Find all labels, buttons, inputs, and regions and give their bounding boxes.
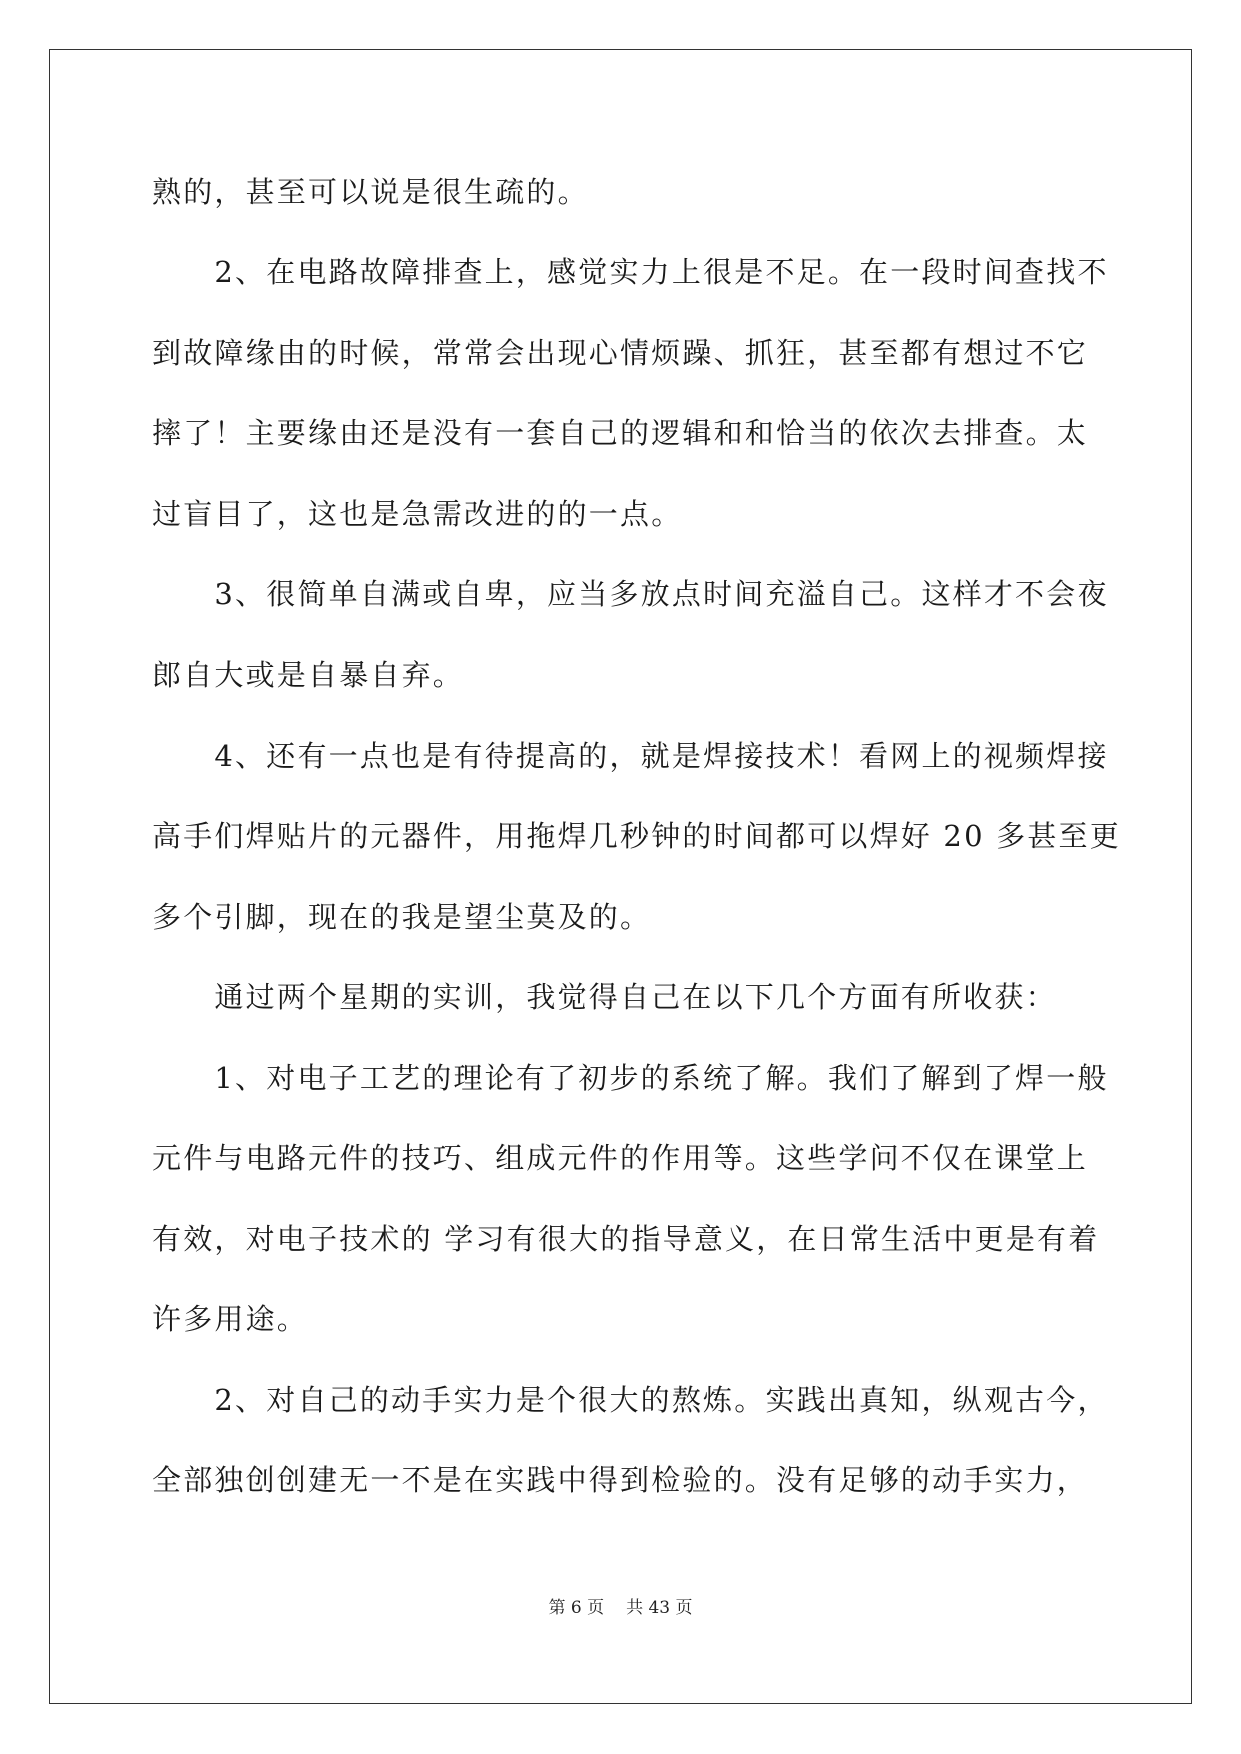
page-number: 第 6 页: [548, 1598, 605, 1618]
text-line: 多个引脚，现在的我是望尘莫及的。: [152, 900, 652, 934]
text-line: 通过两个星期的实训，我觉得自己在以下几个方面有所收获：: [152, 980, 1057, 1014]
text-line: 1、对电子工艺的理论有了初步的系统了解。我们了解到了焊一般: [152, 1061, 1109, 1095]
page-border: [49, 49, 1192, 1704]
page-footer: [0, 1597, 1241, 1619]
text-line: 熟的，甚至可以说是很生疏的。: [152, 175, 589, 209]
text-line: 许多用途。: [152, 1302, 309, 1336]
text-line: 2、在电路故障排查上，感觉实力上很是不足。在一段时间查找不: [152, 255, 1109, 289]
text-line: 有效，对电子技术的 学习有很大的指导意义，在日常生活中更是有着: [152, 1222, 1100, 1256]
text-line: 元件与电路元件的技巧、组成元件的作用等。这些学问不仅在课堂上: [152, 1141, 1089, 1175]
text-line: 高手们焊贴片的元器件，用拖焊几秒钟的时间都可以焊好 20 多甚至更: [152, 819, 1121, 853]
text-line: 到故障缘由的时候，常常会出现心情烦躁、抓狂，甚至都有想过不它: [152, 336, 1089, 370]
text-line: 过盲目了，这也是急需改进的的一点。: [152, 497, 683, 531]
text-line: 4、还有一点也是有待提高的，就是焊接技术！看网上的视频焊接: [152, 739, 1109, 773]
text-line: 摔了！主要缘由还是没有一套自己的逻辑和和恰当的依次去排查。太: [152, 416, 1089, 450]
text-line: 3、很简单自满或自卑，应当多放点时间充溢自己。这样才不会夜: [152, 577, 1109, 611]
text-line: 全部独创创建无一不是在实践中得到检验的。没有足够的动手实力，: [152, 1463, 1089, 1497]
page-total: 共 43 页: [626, 1598, 693, 1618]
text-line: 2、对自己的动手实力是个很大的熬炼。实践出真知，纵观古今，: [152, 1383, 1109, 1417]
text-line: 郎自大或是自暴自弃。: [152, 658, 465, 692]
